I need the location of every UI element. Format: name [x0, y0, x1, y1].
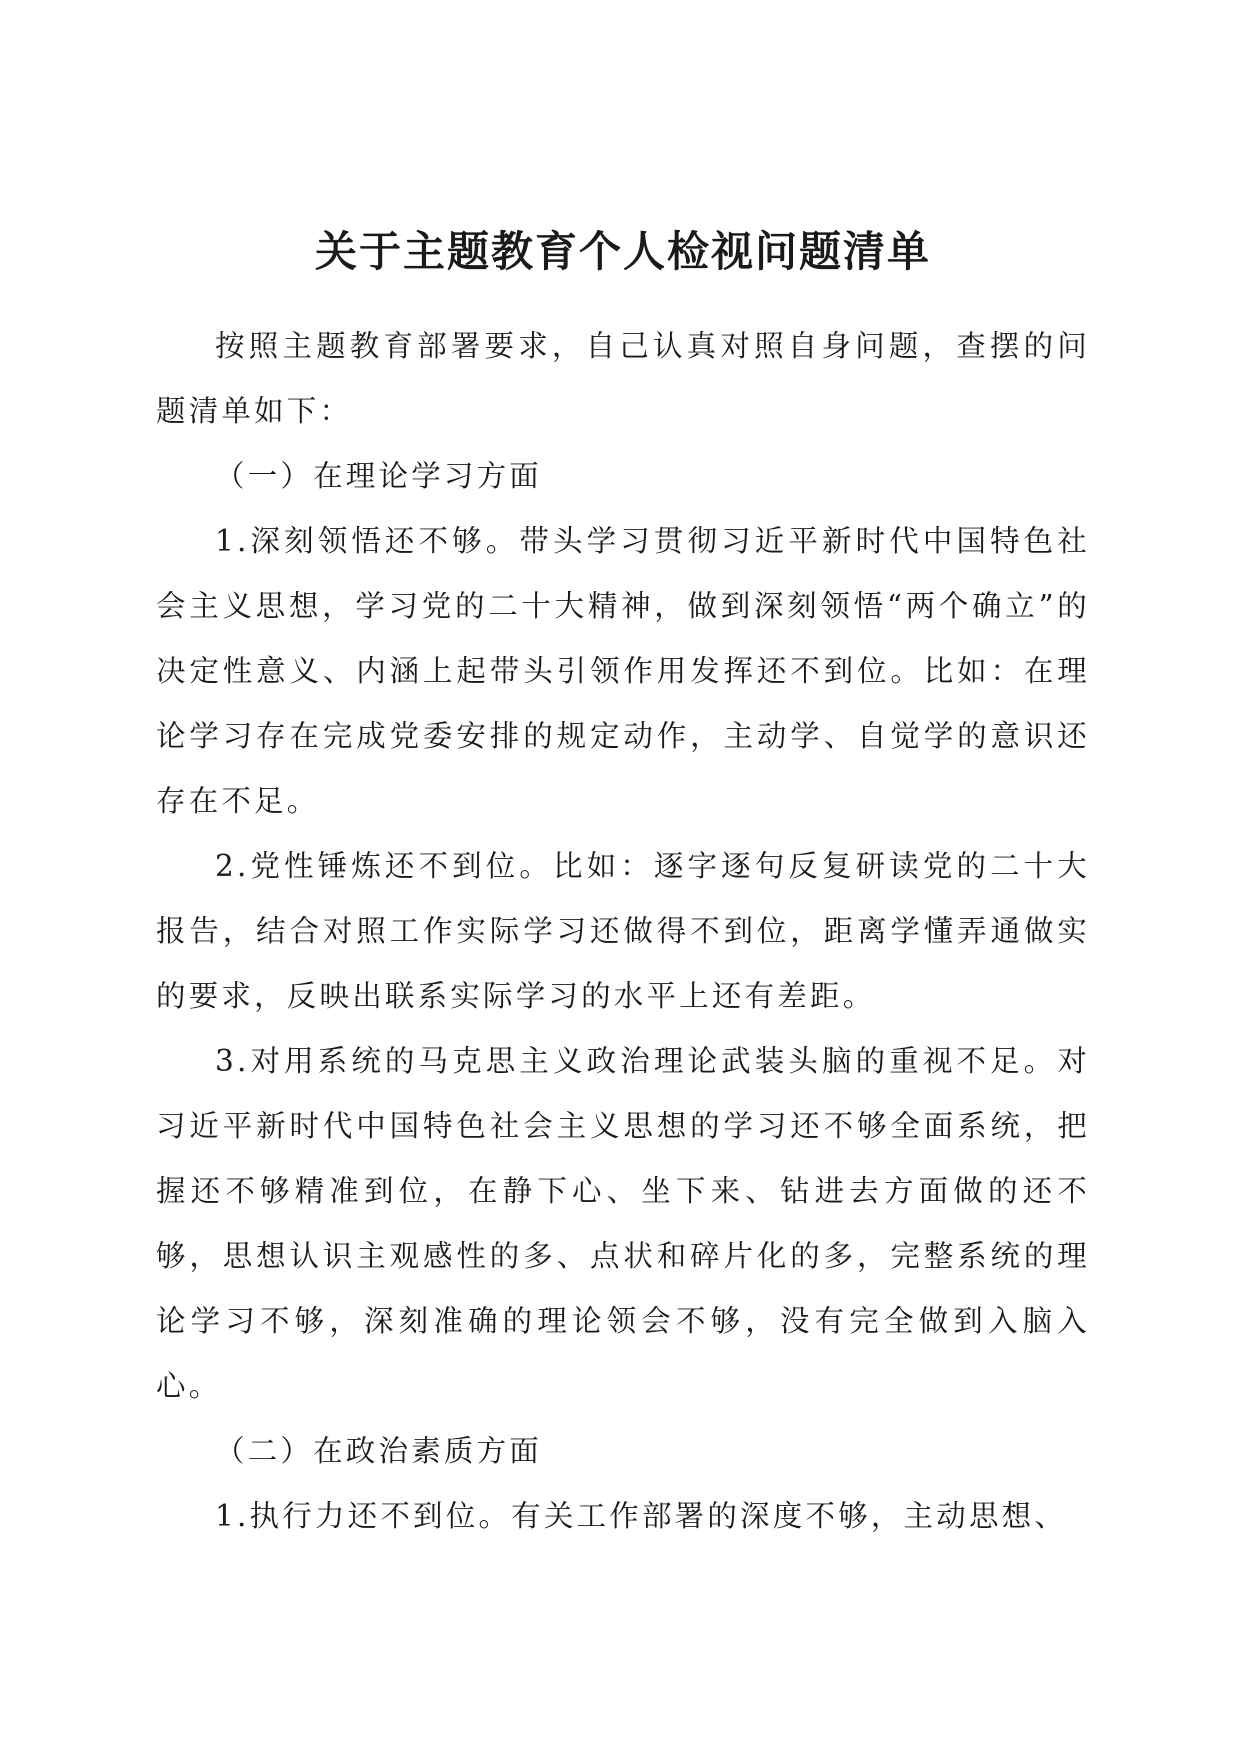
section-heading-theory-study: （一）在理论学习方面 [215, 459, 543, 493]
theory-item-2: 2.党性锤炼还不到位。比如：逐字逐句反复研读党的二十大报告，结合对照工作实际学习还做得不到位，距离学懂弄通做实的要求，反映出联系实际学习的水平上还有差距。 [156, 849, 1090, 1013]
theory-item-1: 1.深刻领悟还不够。带头学习贯彻习近平新时代中国特色社会主义思想，学习党的二十大精神，做到深刻领悟“两个确立”的决定性意义、内涵上起带头引领作用发挥还不到位。比如：在理论学习存在完成党委安排的规定动作，主动学、自觉学的意识还存在不足。 [156, 524, 1090, 818]
intro-paragraph: 按照主题教育部署要求，自己认真对照自身问题，查摆的问题清单如下： [156, 329, 1090, 428]
document-body [156, 314, 1090, 1549]
theory-item-3: 3.对用系统的马克思主义政治理论武装头脑的重视不足。对习近平新时代中国特色社会主义思想的学习还不够全面系统，把握还不够精准到位，在静下心、坐下来、钻进去方面做的还不够，思想认识主观感性的多、点状和碎片化的多，完整系统的理论学习不够，深刻准确的理论领会不够，没有完全做到入脑入心。 [156, 1044, 1090, 1403]
section-heading-political-quality: （二）在政治素质方面 [215, 1434, 543, 1468]
political-item-1: 1.执行力还不到位。有关工作部署的深度不够，主动思想、 [215, 1499, 1068, 1533]
document-title: 关于主题教育个人检视问题清单 [314, 227, 931, 276]
